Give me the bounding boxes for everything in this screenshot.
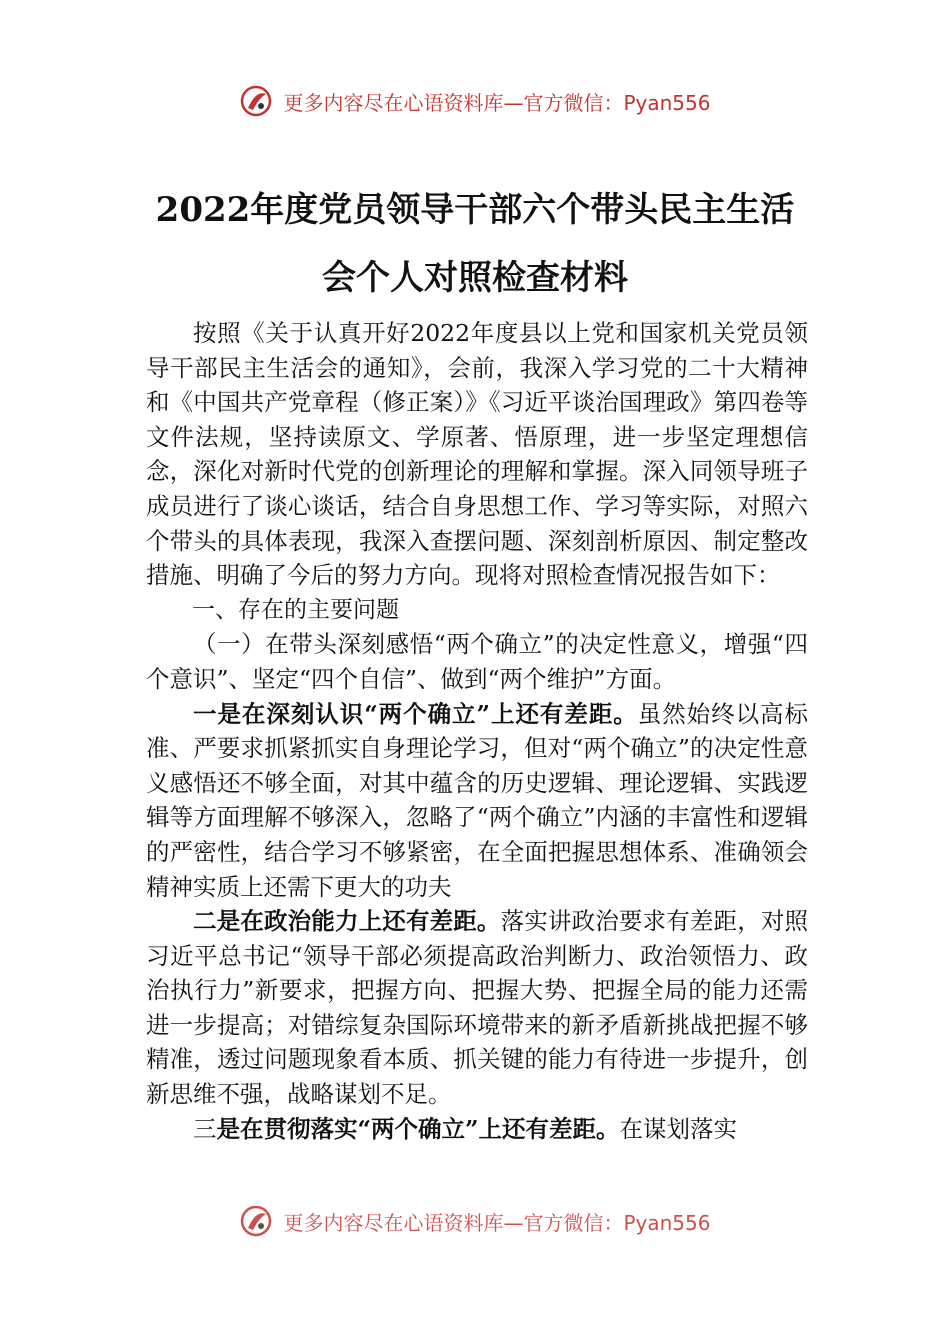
point-3-paragraph	[146, 1112, 808, 1152]
subsection-heading: （一）在带头深刻感悟“两个确立”的决定性意义，增强“四个意识”、坚定“四个自信”、做到“两个维护”方面。	[146, 630, 808, 693]
point-3-body: 在谋划落实	[619, 1114, 738, 1143]
brand-logo-icon	[239, 1204, 273, 1238]
point-2-lead: 二是在政治能力上还有差距。	[193, 907, 501, 936]
point-1-paragraph	[146, 697, 808, 905]
watermark-text: 更多内容尽在心语资料库—官方微信：Pyan556	[283, 1210, 711, 1235]
point-1-lead: 一是在深刻认识“两个确立”上还有差距。	[193, 699, 638, 728]
document-body	[146, 316, 808, 1152]
brand-logo-icon	[239, 84, 273, 118]
document-title	[80, 176, 870, 312]
point-3-prefix: 三	[193, 1114, 217, 1143]
point-3-lead: 是在贯彻落实“两个确立”上还有差距。	[216, 1114, 620, 1143]
watermark-text: 更多内容尽在心语资料库—官方微信：Pyan556	[283, 90, 711, 115]
intro-paragraph: 按照《关于认真开好2022年度县以上党和国家机关党员领导干部民主生活会的通知》，会前，我深入学习党的二十大精神和《中国共产党章程（修正案）》《习近平谈治国理政》第四卷等文件法规，坚持读原文、学原著、悟原理，进一步坚定理想信念，深化对新时代党的创新理论的理解和掌握。深入同领导班子成员进行了谈心谈话，结合自身思想工作、学习等实际，对照六个带头的具体表现，我深入查摆问题、深刻剖析原因、制定整改措施、明确了今后的努力方向。现将对照检查情况报告如下：	[146, 319, 808, 590]
point-2-paragraph	[146, 904, 808, 1112]
section-heading: 一、存在的主要问题	[192, 596, 399, 623]
watermark-top	[0, 84, 950, 118]
title-line-2: 会个人对照检查材料	[322, 258, 628, 298]
title-line-1: 2022年度党员领导干部六个带头民主生活	[155, 190, 795, 230]
point-1-body: 虽然始终以高标准、严要求抓紧抓实自身理论学习，但对“两个确立”的决定性意义感悟还不够全面，对其中蕴含的历史逻辑、理论逻辑、实践逻辑等方面理解不够深入，忽略了“两个确立”内涵的丰富性和逻辑的严密性，结合学习不够紧密，在全面把握思想体系、准确领会精神实质上还需下更大的功夫	[146, 699, 808, 901]
point-2-body: 落实讲政治要求有差距，对照习近平总书记“领导干部必须提高政治判断力、政治领悟力、政治执行力”新要求，把握方向、把握大势、把握全局的能力还需进一步提高；对错综复杂国际环境带来的新矛盾新挑战把握不够精准，透过问题现象看本质、抓关键的能力有待进一步提升，创新思维不强，战略谋划不足。	[146, 907, 809, 1109]
watermark-bottom	[0, 1204, 950, 1238]
